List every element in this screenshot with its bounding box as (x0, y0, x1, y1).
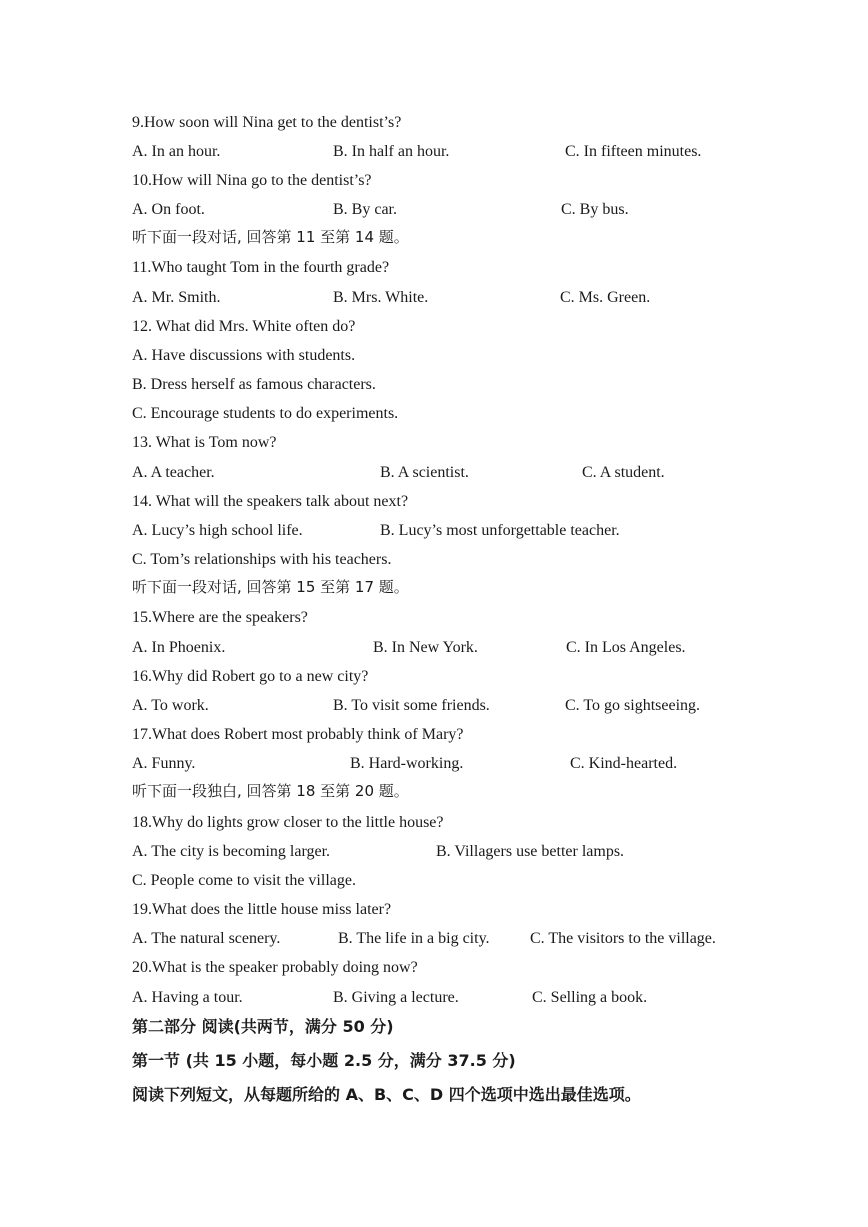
question-19-option-a: A. The natural scenery. (132, 930, 281, 947)
question-17-stem: 17.What does Robert most probably think of Mary? (132, 726, 464, 743)
question-11-option-c: C. Ms. Green. (560, 289, 651, 306)
question-17-option-c: C. Kind-hearted. (570, 755, 678, 772)
question-20-option-a: A. Having a tour. (132, 989, 243, 1006)
question-9-option-a: A. In an hour. (132, 143, 221, 160)
question-20-stem: 20.What is the speaker probably doing now? (132, 959, 418, 976)
question-9-option-c: C. In fifteen minutes. (565, 143, 702, 160)
question-14-stem: 14. What will the speakers talk about next? (132, 493, 409, 510)
question-13-option-a: A. A teacher. (132, 464, 215, 481)
question-10-option-c: C. By bus. (561, 201, 629, 218)
question-12-option-a: A. Have discussions with students. (132, 347, 356, 364)
question-13-option-b: B. A scientist. (380, 464, 469, 481)
question-10-option-b: B. By car. (333, 201, 397, 218)
question-14-option-b: B. Lucy’s most unforgettable teacher. (380, 522, 620, 539)
question-13-option-c: C. A student. (582, 464, 665, 481)
reading-instruction: 阅读下列短文，从每题所给的 A、B、C、D 四个选项中选出最佳选项。 (132, 1085, 641, 1104)
question-17-option-a: A. Funny. (132, 755, 196, 772)
question-11-stem: 11.Who taught Tom in the fourth grade? (132, 259, 390, 276)
question-9-option-b: B. In half an hour. (333, 143, 450, 160)
question-16-option-c: C. To go sightseeing. (565, 697, 701, 714)
question-19-option-c: C. The visitors to the village. (530, 930, 716, 947)
listening-instruction-1: 听下面一段对话, 回答第 11 至第 14 题。 (132, 228, 409, 246)
question-18-option-b: B. Villagers use better lamps. (436, 843, 625, 860)
question-12-stem: 12. What did Mrs. White often do? (132, 318, 356, 335)
part-2-heading: 第二部分 阅读(共两节，满分 50 分) (132, 1017, 394, 1036)
question-15-option-c: C. In Los Angeles. (566, 639, 686, 656)
question-16-option-a: A. To work. (132, 697, 209, 714)
listening-instruction-2: 听下面一段对话, 回答第 15 至第 17 题。 (132, 578, 409, 596)
question-19-stem: 19.What does the little house miss later? (132, 901, 392, 918)
section-1-heading: 第一节 (共 15 小题，每小题 2.5 分，满分 37.5 分) (132, 1051, 516, 1070)
question-12-option-b: B. Dress herself as famous characters. (132, 376, 376, 393)
question-18-option-a: A. The city is becoming larger. (132, 843, 331, 860)
question-14-option-a: A. Lucy’s high school life. (132, 522, 303, 539)
question-18-stem: 18.Why do lights grow closer to the little house? (132, 814, 444, 831)
question-15-option-a: A. In Phoenix. (132, 639, 226, 656)
question-11-option-b: B. Mrs. White. (333, 289, 429, 306)
question-14-option-c: C. Tom’s relationships with his teachers. (132, 551, 392, 568)
question-16-stem: 16.Why did Robert go to a new city? (132, 668, 369, 685)
question-20-option-b: B. Giving a lecture. (333, 989, 459, 1006)
question-10-stem: 10.How will Nina go to the dentist’s? (132, 172, 372, 189)
question-10-option-a: A. On foot. (132, 201, 205, 218)
question-20-option-c: C. Selling a book. (532, 989, 648, 1006)
question-16-option-b: B. To visit some friends. (333, 697, 490, 714)
question-15-option-b: B. In New York. (373, 639, 478, 656)
question-15-stem: 15.Where are the speakers? (132, 609, 308, 626)
question-11-option-a: A. Mr. Smith. (132, 289, 221, 306)
question-17-option-b: B. Hard-working. (350, 755, 464, 772)
question-19-option-b: B. The life in a big city. (338, 930, 490, 947)
listening-instruction-3: 听下面一段独白, 回答第 18 至第 20 题。 (132, 782, 409, 800)
question-13-stem: 13. What is Tom now? (132, 434, 277, 451)
question-12-option-c: C. Encourage students to do experiments. (132, 405, 399, 422)
question-18-option-c: C. People come to visit the village. (132, 872, 356, 889)
question-9-stem: 9.How soon will Nina get to the dentist’s? (132, 114, 402, 131)
